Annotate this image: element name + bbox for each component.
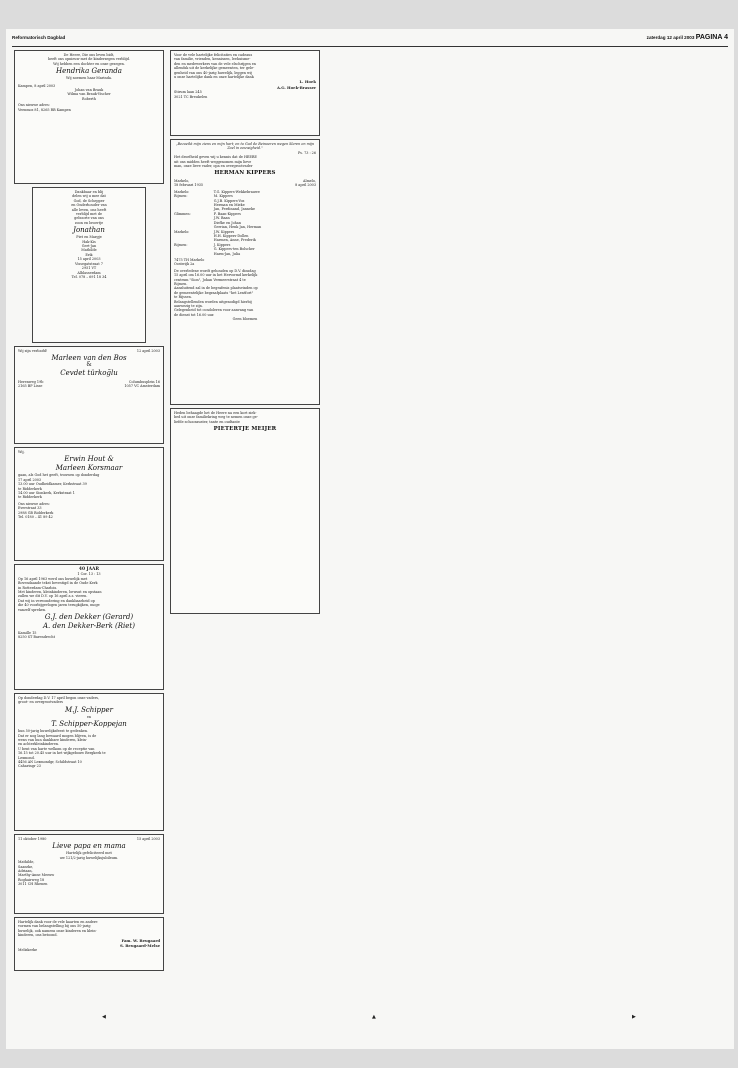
- quote: „Bezoeikt mijn ziens en mijn hart; en to God de Beinoeren wegen kleren en mijn Zoel in eeuwigheid.": [175, 142, 315, 151]
- and-word: en: [86, 714, 92, 719]
- text-line: 2165 BP Lisse: [18, 384, 43, 389]
- text-line: Gert-Jan: [81, 244, 97, 249]
- text-line: delen wij u mee dat: [72, 194, 106, 199]
- couple-name-2: A. den Dekker-Berk (Riet): [43, 622, 135, 631]
- text-line: Tel. 078 – 691 18 34: [71, 274, 107, 279]
- ampersand: &: [86, 361, 92, 369]
- text-line: den en medewerkers van de vele elschrijgen en: [174, 61, 256, 66]
- text-line: gaan, als God het geeft, trouwen op donderdag: [18, 473, 100, 478]
- text-line: Wij hebben een dochter en onze gezegen.: [53, 61, 125, 66]
- text-line: groot- en overgrootvaders: [18, 700, 64, 705]
- text-line: 14.00 uur Sionkerk, Kerkstraat 1: [18, 491, 75, 496]
- text-line: van familie, vrienden, kennissen, leehuisme-: [174, 57, 251, 62]
- text-line: 13.00 uur Oudheidkamer, Kerkstraat 39: [18, 482, 87, 487]
- place: Meliskerke: [18, 948, 38, 953]
- family-place: [174, 252, 214, 256]
- congrats-papa-mama: [14, 834, 164, 914]
- couple-name-1: G.J. den Dekker (Gerard): [44, 613, 134, 622]
- masthead: Reformatorisch Dagblad: [12, 35, 66, 40]
- text-line: uit ons midden heeft weggenomen mijn lieve: [174, 159, 252, 164]
- born-date: 18 februari 1935: [174, 183, 204, 188]
- text-line: Voor de vele hartelijke felicitaties en cadeaus: [174, 53, 253, 57]
- text-line: S. Beugaard-Melse: [119, 943, 160, 949]
- family-name: M. Kippers: [213, 194, 233, 199]
- engagement-marleen: [14, 346, 164, 444]
- thanks-beugaard: [14, 917, 164, 971]
- page-footer: [12, 1014, 728, 1018]
- family-name: Jan, Ferdinand, Janneke: [213, 207, 256, 212]
- text-line: bed uit onze familiekring weg te nemen onze ge-: [174, 415, 258, 420]
- address-block: [18, 103, 160, 112]
- text-line: huwelijk, ook namens onze kinderen en klein-: [18, 928, 97, 933]
- text-line: Ons nieuwe adres:: [18, 501, 50, 506]
- text-line: Ons nieuwe adres:: [18, 103, 50, 108]
- intro: Wij,: [18, 450, 25, 454]
- engagement-date: 12 april 2003: [136, 349, 160, 353]
- text-line: Kamille 15: [18, 631, 37, 636]
- address-right: [124, 380, 160, 389]
- family-name: Herman en Mieke: [213, 203, 245, 208]
- text-line: u onze hartelijke dank en onze hartelijke dank: [174, 75, 254, 80]
- date-row: [174, 183, 316, 187]
- date-start: 11 oktober 1980: [18, 837, 47, 841]
- text-line: Herenweg 19b: [18, 379, 44, 384]
- thanks-hoek: [170, 50, 320, 136]
- text-line: die 40 voorbijgevlogen jaren terugkijken, moge: [18, 603, 100, 608]
- text-line: 17 april 2003: [18, 477, 42, 482]
- page-date: zaterdag 12 april 2003 PAGINA 4: [646, 34, 728, 41]
- birth-date: 15 april 2003: [77, 257, 101, 262]
- text-line: man, onze lieve vader, opa en overgrootvader: [174, 164, 253, 169]
- birth-announcement-hendrika: [14, 50, 164, 184]
- groom-name: Erwin Hout &: [64, 455, 114, 464]
- address-block: [18, 631, 160, 640]
- text-line: Piet en Margje: [76, 235, 102, 240]
- signature: [18, 938, 160, 949]
- text-line: 7475 TH Markelo: [174, 257, 205, 262]
- text-line: Met kinderen, kleinkinderen, bewust en opstaan: [18, 590, 102, 595]
- bible-ref: 1 Cor. 13 : 13: [77, 572, 101, 577]
- text-line: Johan van Brauk: [74, 88, 104, 93]
- text-line: zullen we dit D.V. op 16 april a.s. vieren.: [18, 594, 88, 599]
- family-list: [174, 190, 316, 256]
- text-line: Saanrke,: [18, 864, 34, 869]
- text-line: Rijssen.: [174, 281, 188, 286]
- anniversary-schipper: [14, 693, 164, 831]
- text-line: hun 50-jarig huwelijksfeest te gedenken.: [18, 729, 89, 734]
- text-line: heeft ons opnieuw met de kinderzegen verblijd.: [47, 57, 131, 62]
- family-name: T.G. Kippers-Wekkebrauwe: [213, 189, 260, 194]
- text-line: Alblasserdam: [77, 270, 101, 275]
- anniversary-title: 40 JAAR: [78, 567, 100, 572]
- place-date: Kampen, 8 april 2003: [18, 83, 56, 88]
- text-line: aanwezig te zijn.: [174, 304, 203, 308]
- text-line: en achterkleinkinderen.: [18, 742, 60, 747]
- birth-announcement-jonathan: [32, 187, 146, 343]
- baby-name: Hendrika Geranda: [56, 67, 122, 76]
- obituary-herman-kippers: [170, 139, 320, 405]
- text-line: 2988 GB Ridderkerk: [18, 510, 54, 515]
- text-line: Aansluitend zal in de begrafenis plaatsvinden op: [174, 286, 258, 291]
- text-line: de gemeentelijke begraafplaats "het Lentfort": [174, 290, 254, 295]
- arrow-right-icon: ▶: [632, 1014, 636, 1020]
- text-line: Dankbaar en blij: [74, 190, 104, 194]
- text-line: wens van hun dankbare kinderen, klein-: [18, 738, 88, 743]
- body-text: [18, 729, 160, 769]
- family-name: Harm-Jan, Julia: [213, 251, 241, 256]
- family-place: Rijssen:: [174, 242, 188, 247]
- text-line: Mathilde,: [18, 860, 35, 865]
- text-line: Gelegenheid tot condoleren voor aanvang van: [174, 308, 254, 313]
- text-line: A.G. Hoek-Brasser: [277, 84, 316, 90]
- text-line: 3011 CH Rhenen: [18, 882, 48, 887]
- text-line: Op 16 april 1963 werd ons huwelijk met: [18, 576, 88, 581]
- text-line: Belangstellenden worden uitgenodigd hierbij: [174, 299, 252, 304]
- text-line: Vissegatstraat 7: [75, 261, 103, 266]
- family-name: H.H. Kippers-Dollen: [213, 233, 249, 238]
- text-line: in Rotterdam-Charlois.: [18, 585, 58, 590]
- text-line: 8250 ST Barendrecht: [18, 635, 55, 640]
- congrats-title: Lieve papa en mama: [52, 842, 126, 851]
- text-line: 16.15 tot 20.45 uur in het wijkgebouw Bergkerk te: [18, 751, 106, 756]
- text-line: alle leven, ons heeft: [71, 207, 107, 212]
- text-line: Mathilde: [81, 248, 97, 253]
- text-line: L. Hoek: [299, 79, 316, 85]
- family-place: Markelo:: [174, 229, 190, 234]
- text-line: Hartelijk gefeliciteerd met: [66, 851, 112, 856]
- address-block: [18, 878, 160, 887]
- address-left: [18, 380, 43, 389]
- engagement-label: Wij zijn verloofd!: [18, 349, 48, 353]
- text-line: uw 121/2-jarig huwelijksjubileum.: [59, 855, 119, 860]
- text-line: geboorte van ons: [74, 216, 104, 221]
- text-line: Dat er nog lang bewaard mogen blijven, is de: [18, 733, 97, 738]
- family-name: Gerrian, Henk Jan, Herman: [213, 225, 262, 230]
- text-line: 1057 VC Amsterdam: [124, 384, 160, 389]
- signature: [174, 79, 316, 90]
- family-name: J.W. Kippers: [213, 229, 235, 234]
- couple-name-2: T. Schipper-Koppejan: [51, 720, 127, 729]
- family-name: J.W. Baan: [213, 216, 230, 221]
- family-name: Diefke en Johan: [213, 220, 242, 225]
- text-line: Het droefheid geven wij u kennis dat de HEERE: [174, 155, 257, 160]
- text-line: Lexmond.: [18, 755, 35, 760]
- text-line: Bovendaande tekst bevestigd in de Oude Kerk: [18, 581, 98, 586]
- text-line: zoon en broertje: [74, 220, 104, 225]
- anniversary-40-years: [14, 564, 164, 690]
- text-line: te Rijssen.: [174, 295, 192, 300]
- family-name: G. Kippers-ten Bolscher: [213, 247, 255, 252]
- arrow-left-icon: ◀: [102, 1014, 106, 1020]
- family-name: Harmen, Anne, Frederik: [213, 238, 256, 243]
- children-names: [18, 860, 160, 878]
- family-place: Rijssen:: [174, 194, 188, 199]
- text-line: centrum "Sion", Johan Vermeerstraat 4 te: [174, 277, 246, 282]
- family-name: G.J.B. Kippers-Vos: [213, 198, 245, 203]
- text-line: Roberth: [82, 96, 96, 101]
- text-line: verblijd met de: [75, 212, 103, 217]
- text-line: liefde schoonzuster, tante en oudtante: [174, 419, 240, 424]
- nickname: Wij noemen haar Marinda.: [66, 76, 112, 81]
- text-line: Op donderdag D.V. 17 april begon onze vaders,: [18, 696, 100, 700]
- page-header: [12, 32, 728, 47]
- text-line: Wilma van Brauk-Vischer: [67, 92, 111, 97]
- text-line: kinderen, ons betoond.: [18, 933, 58, 938]
- family-place: Glimmen:: [174, 211, 191, 216]
- dates-row: [18, 837, 160, 841]
- date-end: 15 april 2003: [136, 837, 160, 841]
- baby-name: Jonathan: [73, 226, 105, 235]
- text-line: Roghairweg 18: [18, 877, 45, 882]
- text-line: Tel. 0180 – 41 89 42: [18, 515, 53, 520]
- text-line: de dienst tot 16.00 uur.: [174, 312, 215, 317]
- text-line: te Ridderkerk: [18, 495, 42, 500]
- text-line: Erik: [85, 252, 93, 257]
- column-2: [170, 50, 320, 617]
- text-line: vormen van belangstelling bij ons 50-jarig: [18, 924, 91, 929]
- text-line: Adriaan,: [18, 869, 33, 874]
- text-line: Oostwijk 2a: [174, 262, 195, 267]
- family-place: Markelo:: [174, 189, 190, 194]
- text-line: en Onderhouder van: [71, 203, 107, 208]
- engagement-top: [18, 349, 160, 353]
- engaged-name: Marleen van den Bos: [51, 354, 127, 363]
- text-line: Caharingr 23: [18, 764, 41, 769]
- text-line: Hartelijk dank voor de vele kaarten en andere: [18, 920, 98, 924]
- obituary-pietertje-meijer: [170, 408, 320, 614]
- text-line: 2951 VT: [81, 266, 97, 271]
- family-name: F. Baan-Kippers: [213, 211, 241, 216]
- bride-name: Marleen Korsmaar: [55, 464, 123, 473]
- text-line: Stirum laan 245: [174, 90, 202, 95]
- text-line: genheid van ons 40-jarig huwelijk, leggen wij: [174, 70, 253, 75]
- engagement-addresses: [18, 380, 160, 389]
- died-date: 8 april 2003: [295, 183, 316, 188]
- text-line: De Heere, Die ons leven bidt,: [63, 53, 115, 57]
- body-text: [18, 577, 160, 612]
- couple-name-1: M.J. Schipper: [64, 705, 114, 714]
- text-line: allendsk uit de kerkelijke gemeenten, ter gele-: [174, 66, 255, 71]
- born-place: Markelo,: [174, 179, 190, 184]
- column-1: [14, 50, 164, 974]
- text-line: Fam. W. Beugaard: [121, 937, 160, 943]
- footer-note: Geen bloemen: [232, 317, 258, 322]
- text-line: 3021 TC Breukelen: [174, 94, 208, 99]
- died-place: Almelo,: [303, 179, 316, 184]
- wedding-erwin-marleen: [14, 447, 164, 561]
- text-line: De overledene wordt gehouden op D.V. dinsdag: [174, 268, 256, 273]
- text-line: Veenmos 81, 8265 RB Kampen: [18, 107, 71, 112]
- engaged-name-2: Cevdet türkoğlu: [60, 368, 118, 377]
- text-line: te Ridderkerk: [18, 486, 42, 491]
- text-line: U bent van harte welkom op de receptie van: [18, 746, 95, 751]
- text-line: Heden behaagde het de Heere na een kort ziek-: [174, 411, 257, 415]
- text-line: Marthy-Anne Meeuw: [18, 873, 55, 878]
- bible-ref: Ps. 73 : 26: [297, 150, 316, 155]
- family-name: J. Kippers: [213, 242, 231, 247]
- text-line: Hak-Kis: [82, 239, 96, 244]
- text-line: Columbusplein 16: [128, 379, 160, 384]
- text-line: God, de Schepper: [73, 198, 105, 203]
- deceased-name: PIETERTJE MEIJER: [213, 426, 277, 433]
- text-line: Everstraat 33: [18, 506, 42, 511]
- text-line: Dat wij in verwondering en dankbaarheid op: [18, 598, 95, 603]
- intro-text: [18, 696, 160, 705]
- arrow-up-icon: ▲: [372, 1014, 376, 1020]
- text-line: vanzelf spreken.: [18, 607, 47, 612]
- deceased-name: HERMAN KIPPERS: [214, 170, 276, 177]
- text-line: 15 april om 16.00 uur in het Hervormd kerkelijk: [174, 273, 258, 278]
- text-line: 4456 AN Lexmondgr, Schildstraat 10: [18, 760, 82, 765]
